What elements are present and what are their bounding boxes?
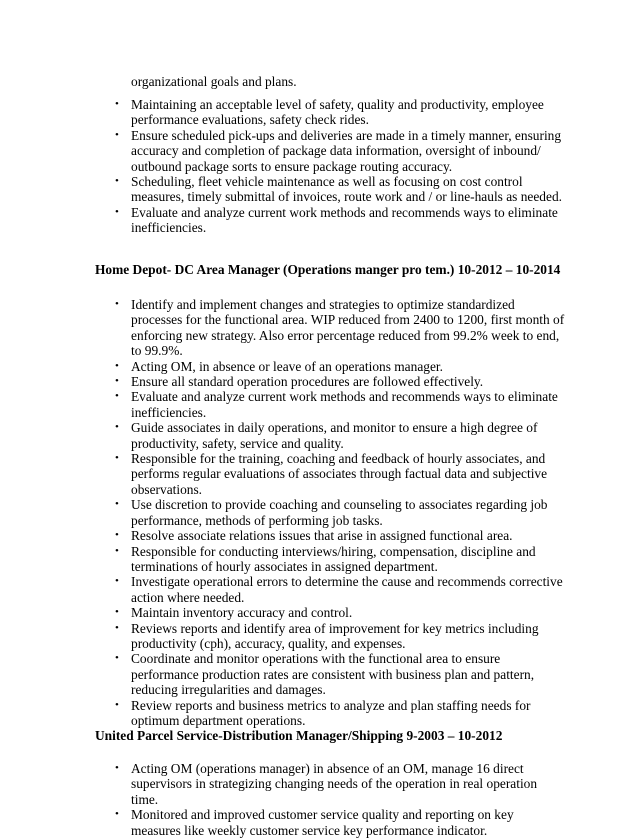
list-item [95, 807, 565, 838]
bullet-text: Use discretion to provide coaching and counseling to associates regarding job performance, methods of performing job tasks. [131, 497, 548, 528]
list-item [95, 297, 565, 359]
bullet-icon: • [115, 375, 119, 388]
list-item [95, 374, 565, 389]
list-item [95, 528, 565, 543]
bullet-icon: • [115, 98, 119, 110]
list-item [95, 420, 565, 451]
bullet-icon: • [115, 544, 119, 557]
bullet-icon: • [115, 652, 119, 665]
bullet-icon: • [115, 421, 119, 434]
list-item [95, 698, 565, 729]
bullet-text: Reviews reports and identify area of improvement for key metrics including productivity (cph), accuracy, quality, and expenses. [131, 620, 539, 651]
bullet-text: Ensure scheduled pick-ups and deliveries are made in a timely manner, ensuring accuracy and completion of package data information, oversight of inbound/ outbound package sorts to ensure package routing accuracy. [131, 127, 562, 174]
bullet-icon: • [115, 698, 119, 711]
list-item [95, 128, 565, 174]
ups-bullet-list [95, 761, 565, 838]
list-item [95, 97, 565, 128]
bullet-icon: • [115, 498, 119, 511]
section1-bullet-list [95, 97, 565, 236]
bullet-icon: • [115, 808, 119, 821]
bullet-icon: • [115, 298, 119, 310]
bullet-icon: • [115, 175, 119, 188]
bullet-text: Monitored and improved customer service quality and reporting on key measures like weekly customer service key performance indicator. [131, 807, 514, 838]
bullet-text: Coordinate and monitor operations with the functional area to ensure performance production rates are consistent with business plan and pattern, reducing irregularities and damages. [131, 651, 535, 698]
bullet-text: Responsible for the training, coaching and feedback of hourly associates, and performs regular evaluations of associates through factual data and subjective observations. [131, 451, 548, 497]
bullet-text: Review reports and business metrics to analyze and plan staffing needs for optimum department operations. [131, 697, 531, 728]
bullet-text: Maintain inventory accuracy and control. [131, 605, 353, 621]
bullet-icon: • [115, 762, 119, 774]
bullet-text: Evaluate and analyze current work methods and recommends ways to eliminate inefficiencies. [131, 204, 558, 236]
bullet-text: Identify and implement changes and strategies to optimize standardized processes for the functional area. WIP reduced from 2400 to 1200, first month of enforcing new strategy. Also error percentage reduced from 99.2% week to end, to 99.9%. [131, 297, 565, 359]
home-depot-bullet-list [95, 297, 565, 728]
bullet-text: Investigate operational errors to determine the cause and recommends corrective action where needed. [131, 574, 563, 605]
list-item [95, 359, 565, 374]
bullet-icon: • [115, 359, 119, 372]
bullet-text: Ensure all standard operation procedures are followed effectively. [131, 374, 484, 390]
list-item [95, 389, 565, 420]
list-item [95, 761, 565, 807]
list-item [95, 621, 565, 652]
bullet-icon: • [115, 390, 119, 403]
bullet-text: Evaluate and analyze current work methods and recommends ways to eliminate inefficiencies. [131, 389, 558, 420]
bullet-icon: • [115, 205, 119, 218]
list-item [95, 574, 565, 605]
bullet-icon: • [115, 452, 119, 465]
bullet-text: Acting OM, in absence or leave of an operations manager. [131, 358, 443, 374]
list-item [95, 174, 565, 205]
list-item [95, 651, 565, 697]
bullet-icon: • [115, 128, 119, 141]
job-heading-home-depot: Home Depot- DC Area Manager (Operations manger pro tem.) 10-2012 – 10-2014 [95, 262, 561, 277]
continuation-line: organizational goals and plans. [131, 74, 297, 89]
bullet-icon: • [115, 621, 119, 634]
bullet-text: Acting OM (operations manager) in absence of an OM, manage 16 direct supervisors in strategizing changing needs of the operation in real operation time. [131, 761, 538, 807]
list-item [95, 605, 565, 620]
list-item [95, 205, 565, 236]
list-item [95, 544, 565, 575]
bullet-icon: • [115, 529, 119, 542]
bullet-text: Scheduling, fleet vehicle maintenance as well as focusing on cost control measures, timely submittal of invoices, route work and / or line-hauls as needed. [131, 174, 562, 205]
bullet-text: Maintaining an acceptable level of safety, quality and productivity, employee performance evaluations, safety check rides. [131, 97, 544, 128]
bullet-text: Responsible for conducting interviews/hiring, compensation, discipline and terminations of hourly associates in assigned department. [131, 543, 536, 574]
bullet-text: Guide associates in daily operations, and monitor to ensure a high degree of productivity, safety, service and quality. [131, 420, 538, 451]
job-heading-ups: United Parcel Service-Distribution Manager/Shipping 9-2003 – 10-2012 [95, 728, 503, 743]
list-item [95, 451, 565, 497]
bullet-icon: • [115, 606, 119, 619]
list-item [95, 497, 565, 528]
bullet-text: Resolve associate relations issues that arise in assigned functional area. [131, 528, 513, 544]
bullet-icon: • [115, 575, 119, 588]
